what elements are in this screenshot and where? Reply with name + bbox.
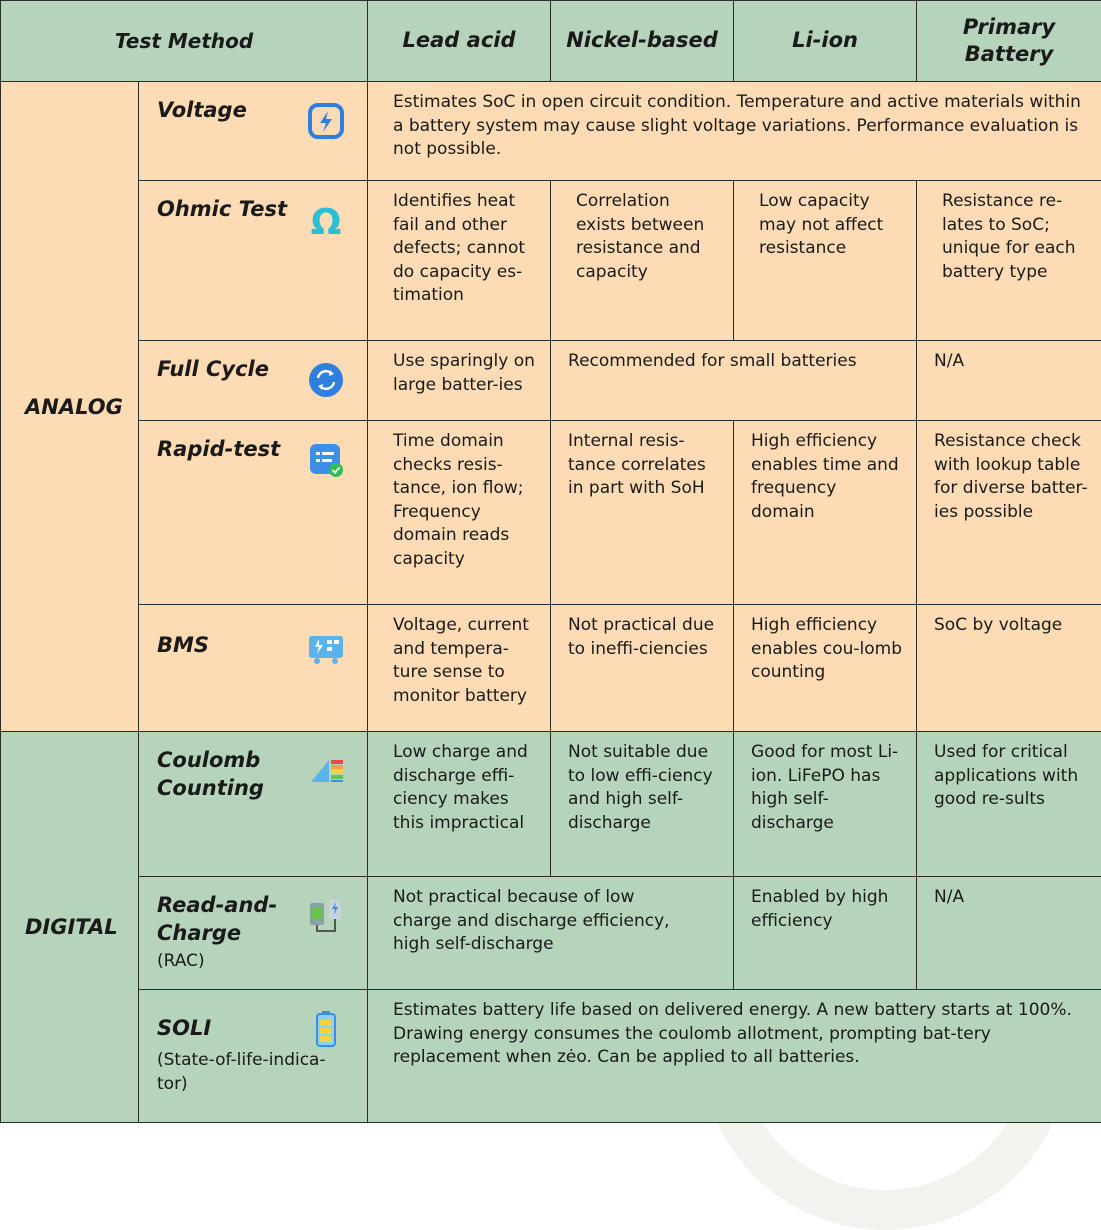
method-bms — [139, 605, 368, 732]
battery-level-icon — [307, 1010, 345, 1048]
method-subtitle: (RAC) — [157, 949, 347, 973]
method-name: Full Cycle — [157, 355, 307, 383]
voltage-all-batteries: Estimates SoC in open circuit condition. Temperature and active materials within a battery system may cause slight voltage variations. Performance evaluation is not possible. — [368, 82, 1101, 181]
header-nickel-based: Nickel-based — [551, 1, 734, 82]
method-subtitle: (State-of-life-indica-tor) — [157, 1048, 347, 1096]
ohmic-lead-acid: Identifies heat fail and other defects; cannot do capacity es-timation — [368, 181, 551, 341]
row-bms — [1, 605, 1101, 732]
coulomb-gauge-icon — [307, 752, 345, 790]
ohmic-li-ion: Low capacity may not affect resistance — [734, 181, 917, 341]
category-analog: ANALOG — [1, 82, 139, 732]
checklist-icon — [307, 441, 345, 479]
ohmic-nickel: Correlation exists between resistance and capacity — [551, 181, 734, 341]
rac-li-ion: Enabled by high efficiency — [734, 877, 917, 990]
method-rapid-test — [139, 421, 368, 605]
rac-primary: N/A — [917, 877, 1101, 990]
method-read-and-charge — [139, 877, 368, 990]
header-test-method: Test Method — [1, 1, 368, 82]
header-lead-acid: Lead acid — [368, 1, 551, 82]
fullcycle-lead-acid: Use sparingly on large batter-ies — [368, 341, 551, 421]
bms-lead-acid: Voltage, current and tempera-ture sense to monitor battery — [368, 605, 551, 732]
method-soli — [139, 990, 368, 1123]
phone-charger-icon — [307, 897, 345, 935]
rapid-li-ion: High efficiency enables time and frequency domain — [734, 421, 917, 605]
row-voltage — [1, 82, 1101, 181]
rac-lead-acid-nickel: Not practical because of low charge and discharge efficiency, high self-discharge — [368, 877, 734, 990]
bms-li-ion: High efficiency enables cou-lomb counting — [734, 605, 917, 732]
category-digital: DIGITAL — [1, 732, 139, 1123]
coulomb-nickel: Not suitable due to low effi-ciency and high self-discharge — [551, 732, 734, 877]
method-name: BMS — [157, 631, 292, 659]
ohmic-primary: Resistance re-lates to SoC; unique for each battery type — [917, 181, 1101, 341]
soli-all-batteries: Estimates battery life based on delivered energy. A new battery starts at 100%. Drawing energy consumes the coulomb allotment, prompting bat-tery replacement when zėo. Can be applied to all batteries. — [368, 990, 1101, 1123]
svg-text:Ω: Ω — [311, 202, 342, 239]
bms-nickel: Not practical due to ineffi-ciencies — [551, 605, 734, 732]
row-rapid-test — [1, 421, 1101, 605]
coulomb-lead-acid: Low charge and discharge effi-ciency makes this impractical — [368, 732, 551, 877]
method-ohmic — [139, 181, 368, 341]
header-li-ion: Li-ion — [734, 1, 917, 82]
omega-icon — [307, 201, 345, 239]
method-full-cycle — [139, 341, 368, 421]
refresh-cycle-icon — [307, 361, 345, 399]
method-name: Ohmic Test — [157, 195, 292, 223]
rapid-primary: Resistance check with lookup table for diverse batter-ies possible — [917, 421, 1101, 605]
method-coulomb-counting — [139, 732, 368, 877]
row-ohmic — [1, 181, 1101, 341]
fullcycle-primary: N/A — [917, 341, 1101, 421]
bms-primary: SoC by voltage — [917, 605, 1101, 732]
method-name: Read-and-Charge — [157, 891, 292, 947]
method-name: Voltage — [157, 96, 292, 124]
rapid-nickel: Internal resis-tance correlates in part with SoH — [551, 421, 734, 605]
method-name: Rapid-test — [157, 435, 307, 463]
row-read-and-charge — [1, 877, 1101, 990]
row-coulomb-counting — [1, 732, 1101, 877]
lightning-bolt-icon — [307, 102, 345, 140]
row-full-cycle — [1, 341, 1101, 421]
coulomb-primary: Used for critical applications with good re-sults — [917, 732, 1101, 877]
fullcycle-nickel-li-ion: Recommended for small batteries — [551, 341, 917, 421]
battery-management-icon — [307, 629, 345, 667]
header-row — [1, 1, 1101, 82]
row-soli — [1, 990, 1101, 1123]
method-name: Coulomb Counting — [157, 746, 292, 802]
coulomb-li-ion: Good for most Li-ion. LiFePO has high self-discharge — [734, 732, 917, 877]
method-name: SOLI — [157, 1014, 292, 1042]
method-voltage — [139, 82, 368, 181]
rapid-lead-acid: Time domain checks resis-tance, ion flow; Frequency domain reads capacity — [368, 421, 551, 605]
header-primary-battery: Primary Battery — [917, 1, 1101, 82]
